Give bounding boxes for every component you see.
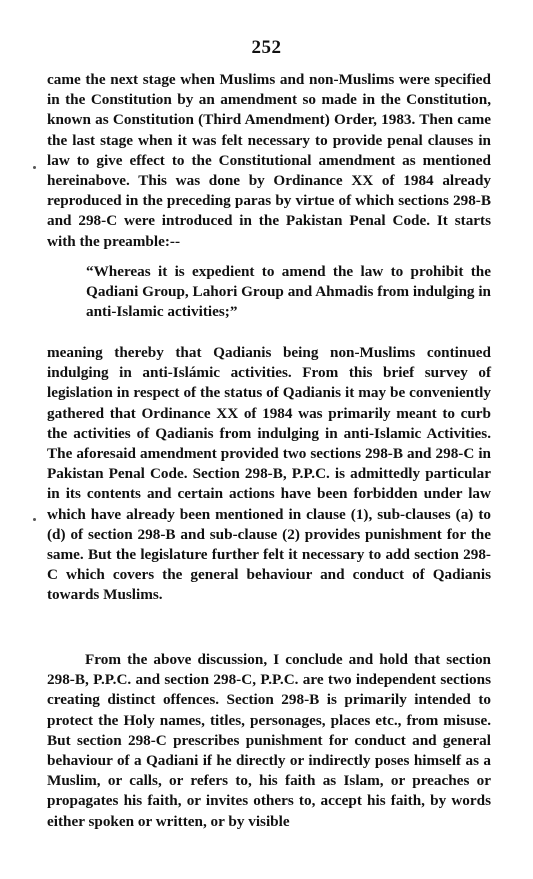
margin-mark	[33, 166, 36, 169]
quoted-preamble: “Whereas it is expedient to amend the law to prohibit the Qadiani Group, Lahori Group and Ahmadis from indulging in anti-Islamic activities;”	[86, 263, 491, 321]
margin-mark	[33, 518, 36, 521]
paragraph-conclusion: From the above discussion, I conclude and hold that section 298-B, P.P.C. and section 298-C, P.P.C. are two independent sections creating distinct offences. Section 298-B is primarily intended to protect the Holy names, titles, personages, places etc., from misuse. But section 298-C prescribes punishment for conduct and general behaviour of a Qadiani if he directly or indirectly poses himself as a Muslim, or calls, or refers to, his faith as Islam, or preaches or propagates his faith, or invites others to, accept his faith, by words either spoken or written, or by visible	[47, 651, 491, 830]
paragraph-legislative-survey: meaning thereby that Qadianis being non-Muslims continued indulging in anti-Islámic activities. From this brief survey of legislation in respect of the status of Qadianis it may be conveniently gathered that Ordinance XX of 1984 was primarily meant to curb the activities of Qadianis from indulging in anti-Islamic Activities. The aforesaid amendment provided two sections 298-B and 298-C in Pakistan Penal Code. Section 298-B, P.P.C. is admittedly particular in its contents and certain actions have been forbidden under law which have already been mentioned in clause (1), sub-clauses (a) to (d) of section 298-B and sub-clause (2) provides punishment for the same. But the legislature further felt it necessary to add section 298-C which covers the general behaviour and conduct of Qadianis towards Muslims.	[47, 344, 491, 604]
page-number: 252	[251, 37, 282, 58]
paragraph-constitutional-stages: came the next stage when Muslims and non-Muslims were specified in the Constitution by an amendment so made in the Constitution, known as Constitution (Third Amendment) Order, 1983. Then came the last stage when it was felt necessary to provide penal clauses in law to give effect to the Constitutional amendment as mentioned hereinabove. This was done by Ordinance XX of 1984 already reproduced in the preceding paras by virtue of which sections 298-B and 298-C were introduced in the Pakistan Penal Code. It starts with the preamble:--	[47, 71, 491, 250]
